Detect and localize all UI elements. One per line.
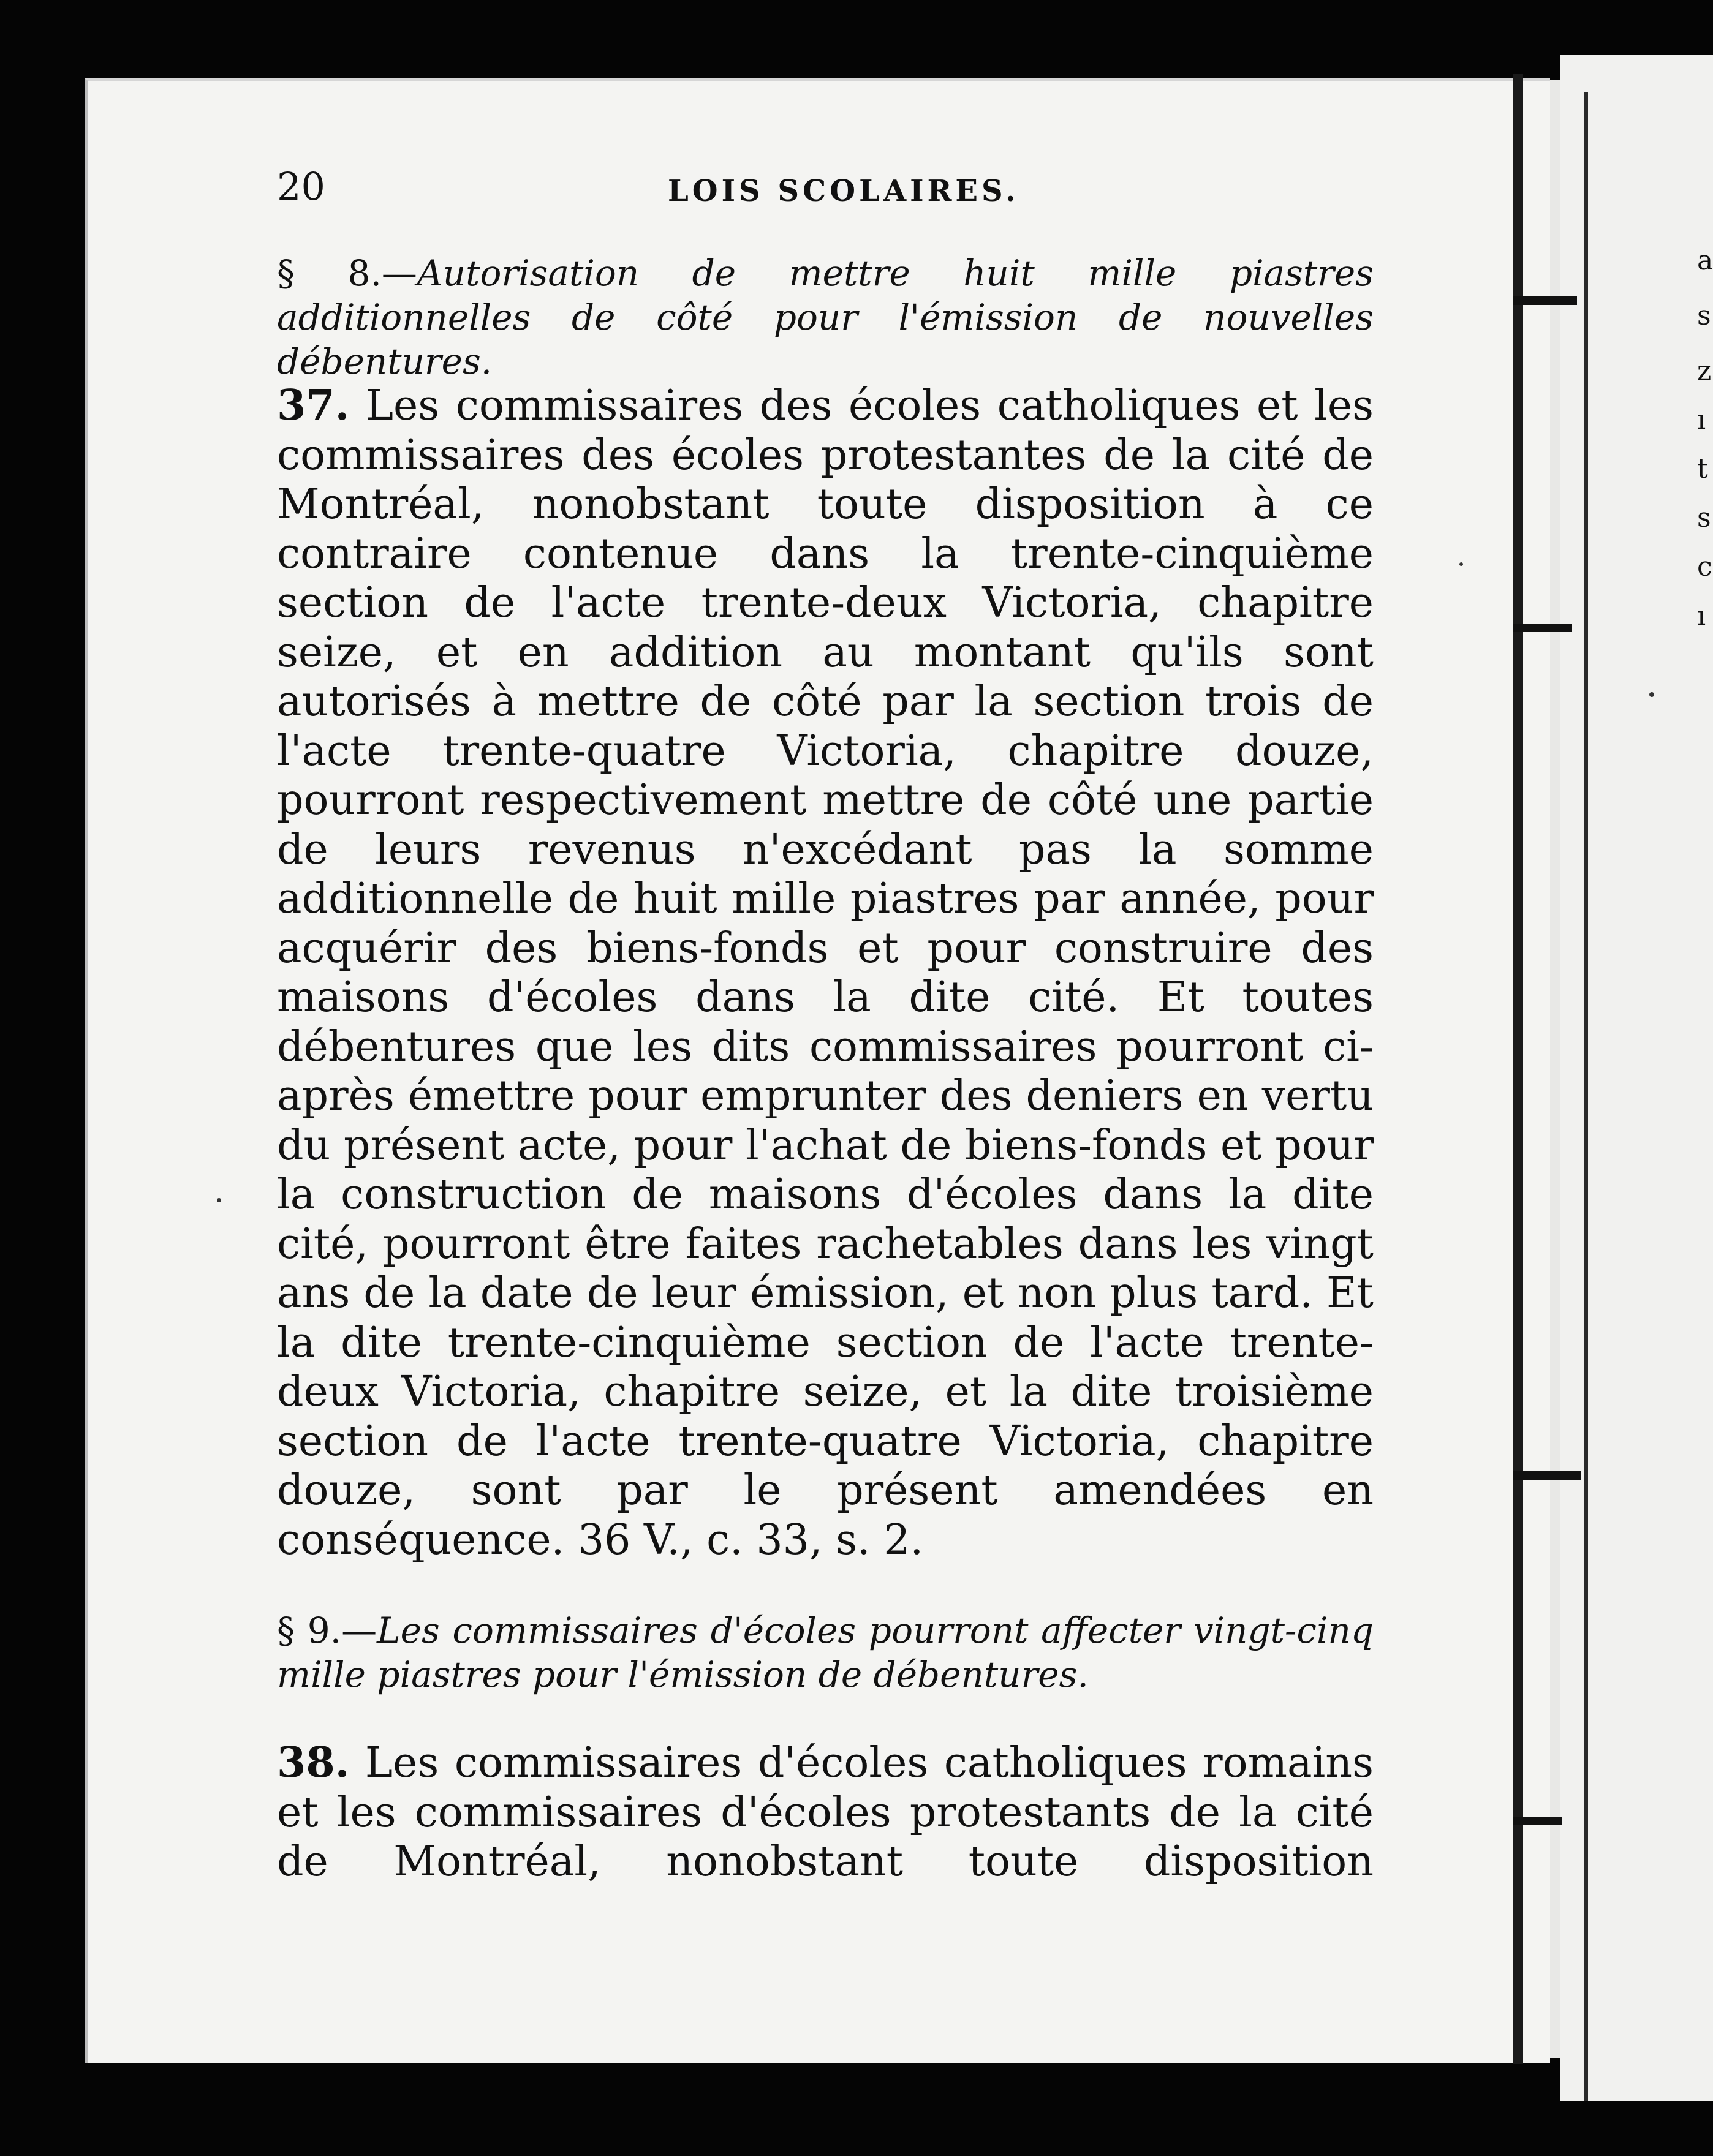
summary-text: Les commissaires d'écoles pourront affecter vingt-cinq mille piastres pour l'émission de débentures.: [277, 1610, 1374, 1695]
facing-page-text-fragment: z: [1697, 355, 1712, 386]
facing-page-text-fragment: s: [1697, 502, 1711, 533]
facing-page-text-fragment: a: [1697, 245, 1713, 276]
binding-mark: [1513, 1471, 1581, 1480]
section-symbol: § 9.—: [277, 1610, 377, 1651]
facing-page-text-fragment: c: [1697, 551, 1712, 582]
binding-mark: [1513, 296, 1577, 305]
facing-page-text-fragment: ı: [1697, 600, 1706, 631]
page-spine-shadow: [1513, 74, 1523, 2064]
facing-page-text-fragment: s: [1697, 300, 1711, 331]
article-37: [277, 381, 1374, 1565]
facing-page: [1560, 55, 1713, 2101]
binding-mark: [1513, 1817, 1562, 1825]
scan-speck: [217, 1198, 221, 1202]
page-number: 20: [277, 164, 325, 209]
facing-page-edge: [1584, 92, 1588, 2101]
article-number: 38.: [277, 1738, 350, 1787]
article-number: 37.: [277, 381, 350, 430]
summary-text: Autorisation de mettre huit mille piastres additionnelles de côté pour l'émission de nouvelles débentures.: [277, 252, 1374, 382]
section-summary-8: [277, 251, 1374, 383]
section-symbol: § 8.—: [277, 252, 417, 294]
facing-page-text-fragment: ı: [1697, 404, 1706, 435]
article-38: [277, 1738, 1374, 1887]
article-text: Les commissaires des écoles catholiques et les commissaires des écoles protestantes de la cité de Montréal, nonobstant toute disposition à ce contraire contenue dans la trente-cinquième section de l'acte trente-deux Victoria, chapitre seize, et en addition au montant qu'ils sont autorisés à mettre de côté par la section trois de l'acte trente-quatre Victoria, chapitre douze, pourront respectivement mettre de côté une partie de leurs revenus n'excédant pas la somme additionnelle de huit mille piastres par année, pour acquérir des biens-fonds et pour construire des maisons d'écoles dans la dite cité. Et toutes débentures que les dits commissaires pourront ci-après émettre pour emprunter des deniers en vertu du présent acte, pour l'achat de biens-fonds et pour la construction de maisons d'écoles dans la dite cité, pourront être faites rachetables dans les vingt ans de la date de leur émission, et non plus tard. Et la dite trente-cinquième section de l'acte trente-deux Victoria, chapitre seize, et la dite troisième section de l'acte trente-quatre Victoria, chapitre douze, sont par le présent amendées en conséquence. 36 V., c. 33, s. 2.: [277, 382, 1374, 1564]
facing-page-text-fragment: t: [1697, 453, 1708, 484]
binding-mark: [1513, 624, 1572, 632]
article-text: Les commissaires d'écoles catholiques romains et les commissaires d'écoles protestants de la cité de Montréal, nonobstant toute disposition: [277, 1739, 1374, 1886]
running-title: LOIS SCOLAIRES.: [668, 174, 1019, 208]
scan-speck: [1649, 692, 1654, 697]
section-summary-9: [277, 1608, 1374, 1697]
scan-speck: [1459, 562, 1463, 566]
